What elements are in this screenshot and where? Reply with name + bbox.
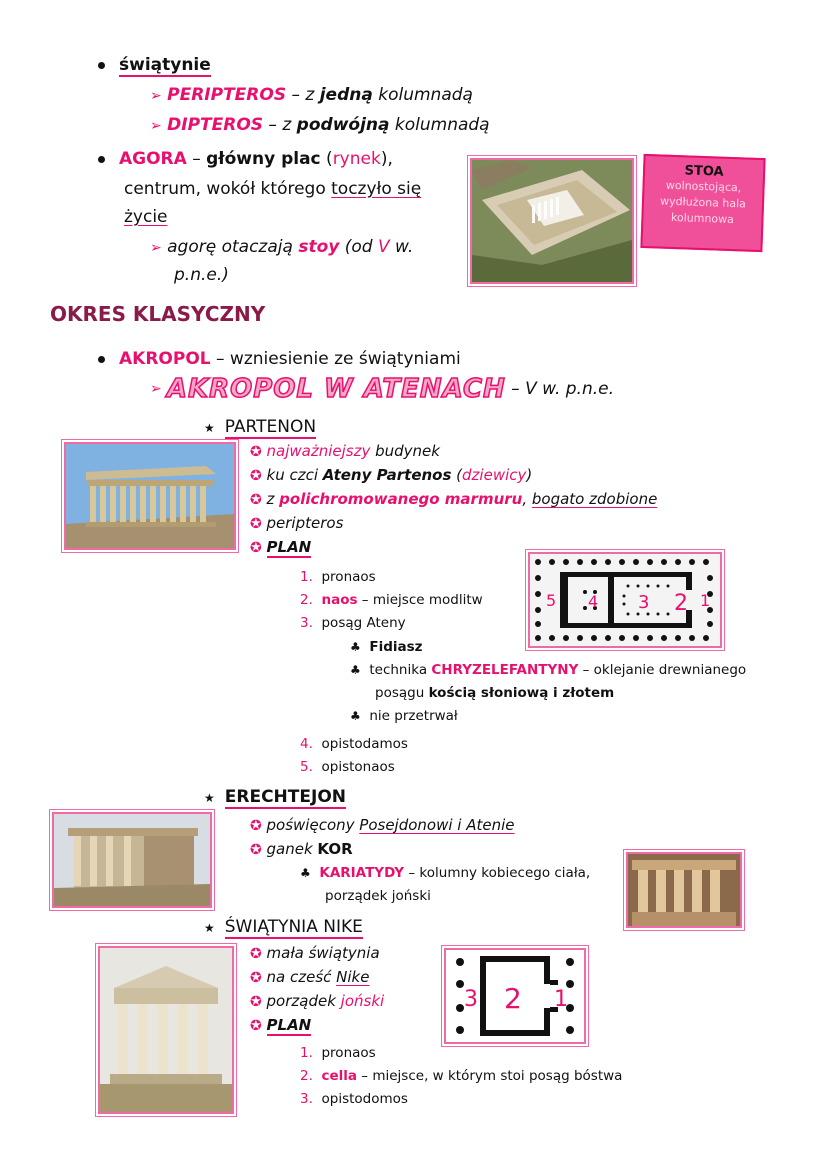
- partenon-item-2: ✪ ku czci Ateny Partenos (dziewicy): [250, 466, 533, 484]
- flower-bullet-icon: ✪: [250, 994, 262, 1010]
- arrow-icon: ➢: [150, 381, 162, 397]
- partenon-plan-4: 4. opistodamos: [300, 736, 408, 752]
- flower-bullet-icon: ✪: [250, 444, 262, 460]
- stoa-box: [640, 154, 765, 252]
- agora-sub: ➢ agorę otaczają stoy (od V w.: [150, 237, 414, 257]
- partenon-plan-3: 3. posąg Ateny: [300, 615, 406, 631]
- nike-plan-num-2: 2: [504, 982, 522, 1015]
- star-icon: ★: [204, 791, 215, 805]
- statue-technika-line2: posągu kością słoniową i złotem: [375, 685, 615, 701]
- plan-num-1: 1: [700, 591, 711, 610]
- flower-bullet-icon: ✪: [250, 540, 262, 556]
- bullet-dot-icon: [98, 356, 105, 363]
- plan-num-3: 3: [638, 592, 650, 613]
- flower-bullet-icon: ✪: [250, 818, 262, 834]
- flower-bullet-icon: ✪: [250, 970, 262, 986]
- swiatynie-label: świątynie: [119, 55, 211, 75]
- erechtejon-heading: ★ ERECHTEJON: [204, 787, 346, 807]
- agora-line3: życie: [124, 207, 168, 227]
- nike-heading: ★ ŚWIĄTYNIA NIKE: [204, 917, 363, 937]
- partenon-plan-5: 5. opistonaos: [300, 759, 395, 775]
- stoa-title: STOA: [684, 163, 724, 180]
- partenon-plan-1: 1. pronaos: [300, 569, 376, 585]
- arrow-icon: ➢: [150, 240, 162, 256]
- akropol-heading-line: ➢ AKROPOL W ATENACH – V w. p.n.e.: [150, 374, 614, 404]
- club-icon: ♣: [350, 709, 361, 723]
- partenon-plan-image: [528, 552, 722, 648]
- erechtejon-image: [52, 812, 212, 908]
- flower-bullet-icon: ✪: [250, 946, 262, 962]
- peripteros-line: ➢ PERIPTEROS – z jedną kolumnadą: [150, 85, 473, 105]
- nike-plan-image: [444, 948, 586, 1044]
- star-icon: ★: [204, 921, 215, 935]
- agora-bullet: AGORA – główny plac (rynek),: [98, 146, 458, 172]
- arrow-icon: ➢: [150, 118, 162, 134]
- dipteros-line: ➢ DIPTEROS – z podwójną kolumnadą: [150, 115, 490, 135]
- club-icon: ♣: [350, 640, 361, 654]
- statue-technika: ♣ technika CHRYZELEFANTYNY – oklejanie drewnianego: [350, 662, 747, 678]
- plan-num-4: 4: [588, 592, 599, 611]
- partenon-item-plan: ✪ PLAN: [250, 538, 312, 556]
- section-title: OKRES KLASYCZNY: [50, 302, 266, 326]
- bullet-dot-icon: [98, 156, 105, 163]
- nike-image: [98, 946, 234, 1114]
- stoa-line1: wolnostojąca,: [665, 178, 742, 195]
- akropol-big-title: AKROPOL W ATENACH: [166, 374, 506, 404]
- partenon-item-3: ✪ z polichromowanego marmuru, bogato zdobione: [250, 490, 658, 508]
- statue-nie: ♣ nie przetrwał: [350, 708, 458, 724]
- partenon-heading: ★ PARTENON: [204, 417, 317, 437]
- club-icon: ♣: [300, 866, 311, 880]
- nike-plan-3: 3. opistodomos: [300, 1091, 408, 1107]
- flower-bullet-icon: ✪: [250, 468, 262, 484]
- agora-line2: centrum, wokół którego toczyło się: [124, 179, 422, 199]
- partenon-item-1: ✪ najważniejszy budynek: [250, 442, 440, 460]
- stoa-line2: wydłużona hala: [659, 194, 747, 211]
- flower-bullet-icon: ✪: [250, 516, 262, 532]
- nike-plan-num-1: 1: [554, 987, 568, 1012]
- star-icon: ★: [204, 421, 215, 435]
- erechtejon-item-2: ✪ ganek KOR: [250, 840, 353, 858]
- nike-plan-num-3: 3: [464, 987, 478, 1012]
- agora-sub-line2: p.n.e.): [174, 265, 229, 285]
- akropol-bullet: AKROPOL – wzniesienie ze świątyniami: [98, 346, 461, 372]
- partenon-item-4: ✪ peripteros: [250, 514, 344, 532]
- erechtejon-item-1: ✪ poświęcony Posejdonowi i Atenie: [250, 816, 515, 834]
- flower-bullet-icon: ✪: [250, 842, 262, 858]
- flower-bullet-icon: ✪: [250, 492, 262, 508]
- statue-fidiasz: ♣ Fidiasz: [350, 639, 423, 655]
- plan-num-2: 2: [674, 591, 688, 616]
- nike-plan-1: 1. pronaos: [300, 1045, 376, 1061]
- nike-item-3: ✪ porządek joński: [250, 992, 385, 1010]
- nike-item-plan: ✪ PLAN: [250, 1016, 312, 1034]
- bullet-swiatynie: [98, 52, 211, 78]
- kariatydy-line: ♣ KARIATYDY – kolumny kobiecego ciała,: [300, 865, 591, 881]
- partenon-image: [64, 442, 236, 550]
- nike-plan-2: 2. cella – miejsce, w którym stoi posąg bóstwa: [300, 1068, 623, 1084]
- plan-num-5: 5: [546, 591, 557, 610]
- kariatydy-line2: porządek joński: [325, 888, 431, 904]
- stoa-line3: kolumnowa: [670, 210, 735, 227]
- agora-image: [470, 158, 634, 284]
- flower-bullet-icon: ✪: [250, 1018, 262, 1034]
- partenon-plan-2: 2. naos – miejsce modlitw: [300, 592, 483, 608]
- club-icon: ♣: [350, 663, 361, 677]
- nike-item-2: ✪ na cześć Nike: [250, 968, 370, 986]
- arrow-icon: ➢: [150, 88, 162, 104]
- bullet-dot-icon: [98, 62, 105, 69]
- nike-item-1: ✪ mała świątynia: [250, 944, 380, 962]
- kariatydy-image: [626, 852, 742, 928]
